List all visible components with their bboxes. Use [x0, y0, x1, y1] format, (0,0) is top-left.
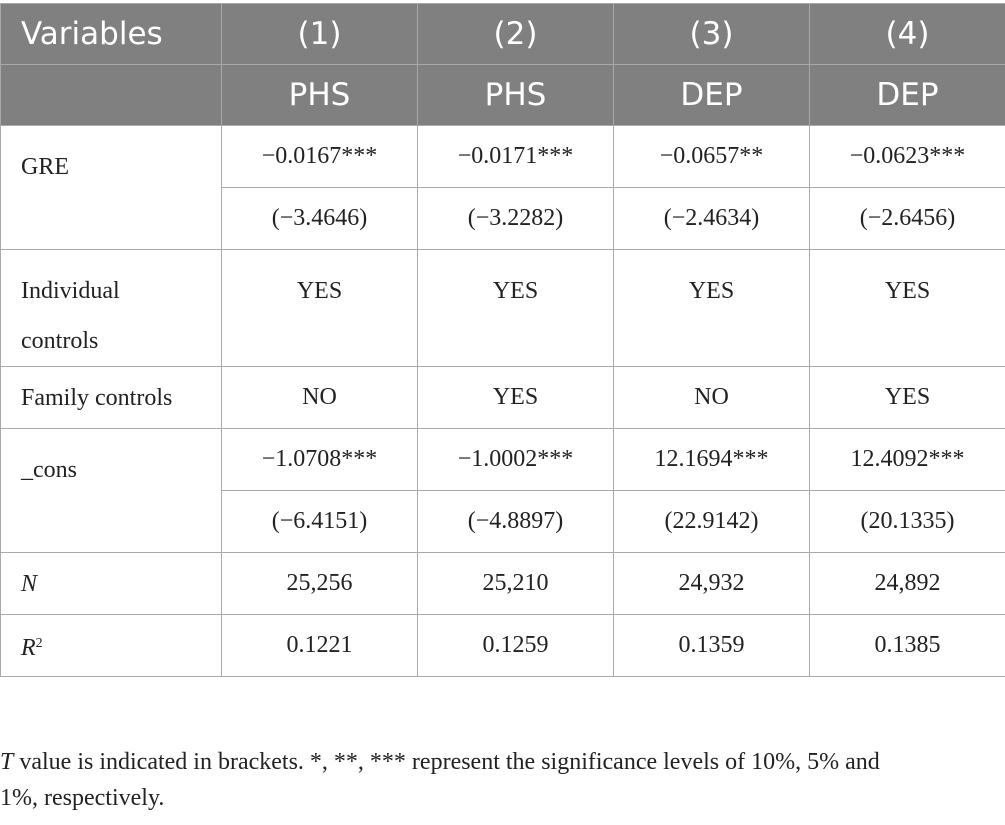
cons-t-3: (22.9142) — [614, 491, 810, 553]
footnote-text-line2: 1%, respectively. — [0, 785, 165, 811]
column-header-3: (3) — [614, 4, 810, 65]
gre-coef-3: −0.0657** — [614, 126, 810, 188]
cons-coef-4: 12.4092*** — [810, 429, 1005, 491]
r2-label-base: R — [21, 634, 36, 661]
n-val-1: 25,256 — [222, 553, 418, 615]
row-label-cons: _cons — [1, 429, 222, 553]
family-val-3: NO — [614, 367, 810, 429]
cons-coef-2: −1.0002*** — [418, 429, 614, 491]
table-footnote — [0, 744, 1000, 816]
row-label-gre: GRE — [1, 126, 222, 250]
gre-coef-4: −0.0623*** — [810, 126, 1005, 188]
dependent-var-header-1: PHS — [222, 65, 418, 126]
row-label-r2 — [1, 615, 222, 677]
r2-val-2: 0.1259 — [418, 615, 614, 677]
r2-val-1: 0.1221 — [222, 615, 418, 677]
dependent-var-header-2: PHS — [418, 65, 614, 126]
gre-t-1: (−3.4646) — [222, 188, 418, 250]
row-label-family-controls: Family controls — [1, 367, 222, 429]
variables-header: Variables — [1, 4, 222, 65]
cons-t-2: (−4.8897) — [418, 491, 614, 553]
table-row-r2 — [1, 615, 1005, 677]
family-val-4: YES — [810, 367, 1005, 429]
table-row-individual-controls — [1, 250, 1005, 367]
cons-t-4: (20.1335) — [810, 491, 1005, 553]
header-row-columns — [1, 4, 1005, 65]
column-header-2: (2) — [418, 4, 614, 65]
gre-coef-2: −0.0171*** — [418, 126, 614, 188]
individual-label-line1: Individual — [21, 278, 120, 304]
footnote-text-line1: value is indicated in brackets. *, **, *** represent the significance levels of 10%, 5% and — [13, 749, 880, 775]
dependent-var-header-3: DEP — [614, 65, 810, 126]
table-row-cons-coef — [1, 429, 1005, 491]
gre-t-3: (−2.4634) — [614, 188, 810, 250]
n-val-4: 24,892 — [810, 553, 1005, 615]
table-row-gre-coef — [1, 126, 1005, 188]
header-row-dependent-vars — [1, 65, 1005, 126]
individual-val-2: YES — [418, 250, 614, 367]
individual-val-3: YES — [614, 250, 810, 367]
gre-t-2: (−3.2282) — [418, 188, 614, 250]
dependent-var-header-4: DEP — [810, 65, 1005, 126]
regression-table — [0, 3, 1005, 677]
n-val-2: 25,210 — [418, 553, 614, 615]
footnote-t-symbol: T — [0, 749, 14, 775]
column-header-1: (1) — [222, 4, 418, 65]
r2-val-3: 0.1359 — [614, 615, 810, 677]
individual-val-1: YES — [222, 250, 418, 367]
row-label-individual-controls — [1, 250, 222, 367]
r2-val-4: 0.1385 — [810, 615, 1005, 677]
gre-coef-1: −0.0167*** — [222, 126, 418, 188]
family-val-2: YES — [418, 367, 614, 429]
empty-header-cell — [1, 65, 222, 126]
row-label-n: N — [1, 553, 222, 615]
table-row-family-controls — [1, 367, 1005, 429]
n-val-3: 24,932 — [614, 553, 810, 615]
column-header-4: (4) — [810, 4, 1005, 65]
table-row-n — [1, 553, 1005, 615]
individual-val-4: YES — [810, 250, 1005, 367]
individual-label-line2: controls — [21, 328, 99, 354]
gre-t-4: (−2.6456) — [810, 188, 1005, 250]
cons-t-1: (−6.4151) — [222, 491, 418, 553]
family-val-1: NO — [222, 367, 418, 429]
cons-coef-1: −1.0708*** — [222, 429, 418, 491]
r2-label-sup: 2 — [35, 635, 43, 651]
cons-coef-3: 12.1694*** — [614, 429, 810, 491]
